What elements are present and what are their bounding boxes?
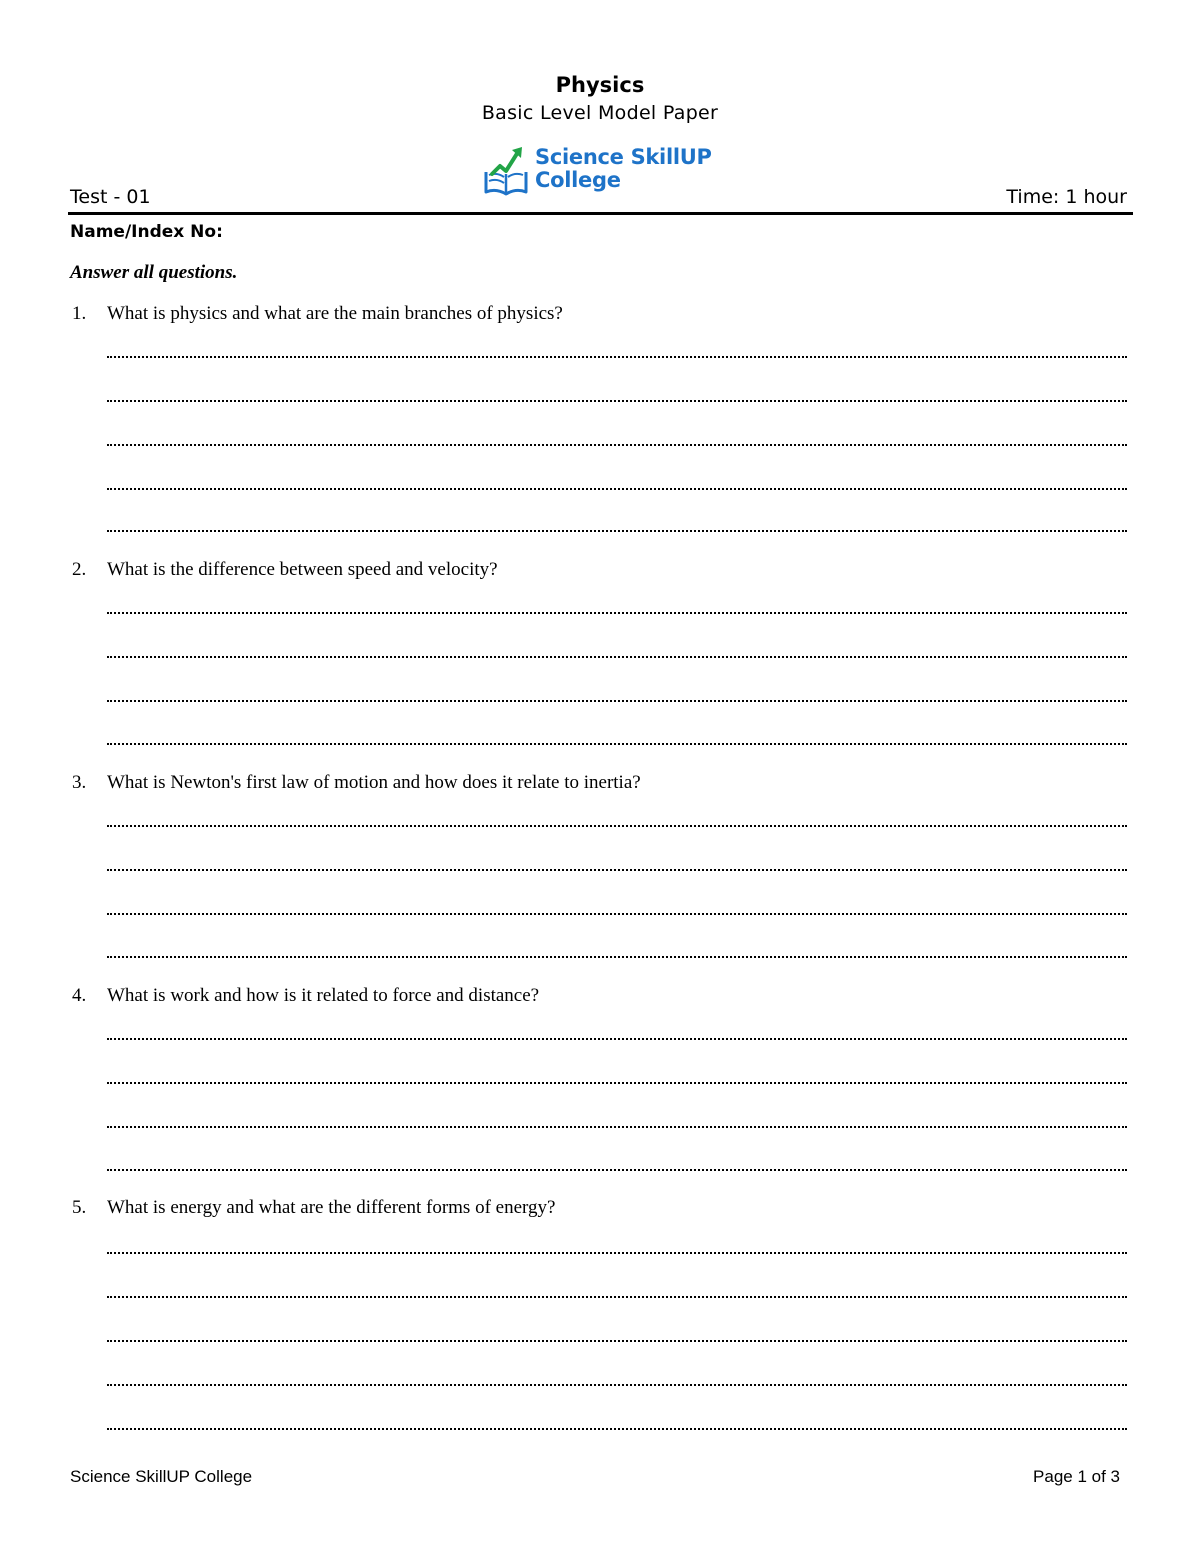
question-number: 3. [72, 772, 87, 793]
college-logo [480, 144, 720, 200]
footer-college-name: Science SkillUP College [70, 1467, 253, 1486]
answer-line[interactable] [107, 869, 1127, 871]
question-number: 5. [72, 1197, 87, 1218]
answer-line[interactable] [107, 913, 1127, 915]
test-number: Test - 01 [70, 186, 151, 208]
answer-line[interactable] [107, 612, 1127, 614]
question-text: What is work and how is it related to force and distance? [107, 985, 540, 1006]
question-number: 2. [72, 559, 87, 580]
answer-line[interactable] [107, 956, 1127, 958]
question-text: What is the difference between speed and velocity? [107, 559, 498, 580]
page-number: Page 1 of 3 [1033, 1467, 1120, 1486]
question-text: What is physics and what are the main branches of physics? [107, 303, 563, 324]
answer-line[interactable] [107, 1296, 1127, 1298]
name-index-field-label: Name/Index No: [70, 222, 223, 242]
answer-line[interactable] [107, 1428, 1127, 1430]
time-allowed: Time: 1 hour [1006, 186, 1127, 208]
logo-text-line2: College [535, 168, 621, 192]
answer-line[interactable] [107, 356, 1127, 358]
answer-line[interactable] [107, 1252, 1127, 1254]
header-divider [68, 212, 1133, 215]
answer-line[interactable] [107, 1340, 1127, 1342]
answer-line[interactable] [107, 530, 1127, 532]
question-text: What is Newton's first law of motion and how does it relate to inertia? [107, 772, 641, 793]
paper-title: Physics [555, 73, 645, 97]
answer-line[interactable] [107, 825, 1127, 827]
answer-line[interactable] [107, 1169, 1127, 1171]
instructions: Answer all questions. [70, 262, 238, 283]
answer-line[interactable] [107, 656, 1127, 658]
question-number: 1. [72, 303, 87, 324]
answer-line[interactable] [107, 488, 1127, 490]
question-number: 4. [72, 985, 87, 1006]
logo-text-line1: Science SkillUP [535, 145, 712, 169]
answer-line[interactable] [107, 1384, 1127, 1386]
book-growth-arrow-icon [480, 144, 532, 200]
answer-line[interactable] [107, 1082, 1127, 1084]
paper-subtitle: Basic Level Model Paper [481, 102, 719, 124]
answer-line[interactable] [107, 444, 1127, 446]
question-text: What is energy and what are the different forms of energy? [107, 1197, 556, 1218]
answer-line[interactable] [107, 1126, 1127, 1128]
answer-line[interactable] [107, 743, 1127, 745]
answer-line[interactable] [107, 1038, 1127, 1040]
answer-line[interactable] [107, 700, 1127, 702]
answer-line[interactable] [107, 400, 1127, 402]
